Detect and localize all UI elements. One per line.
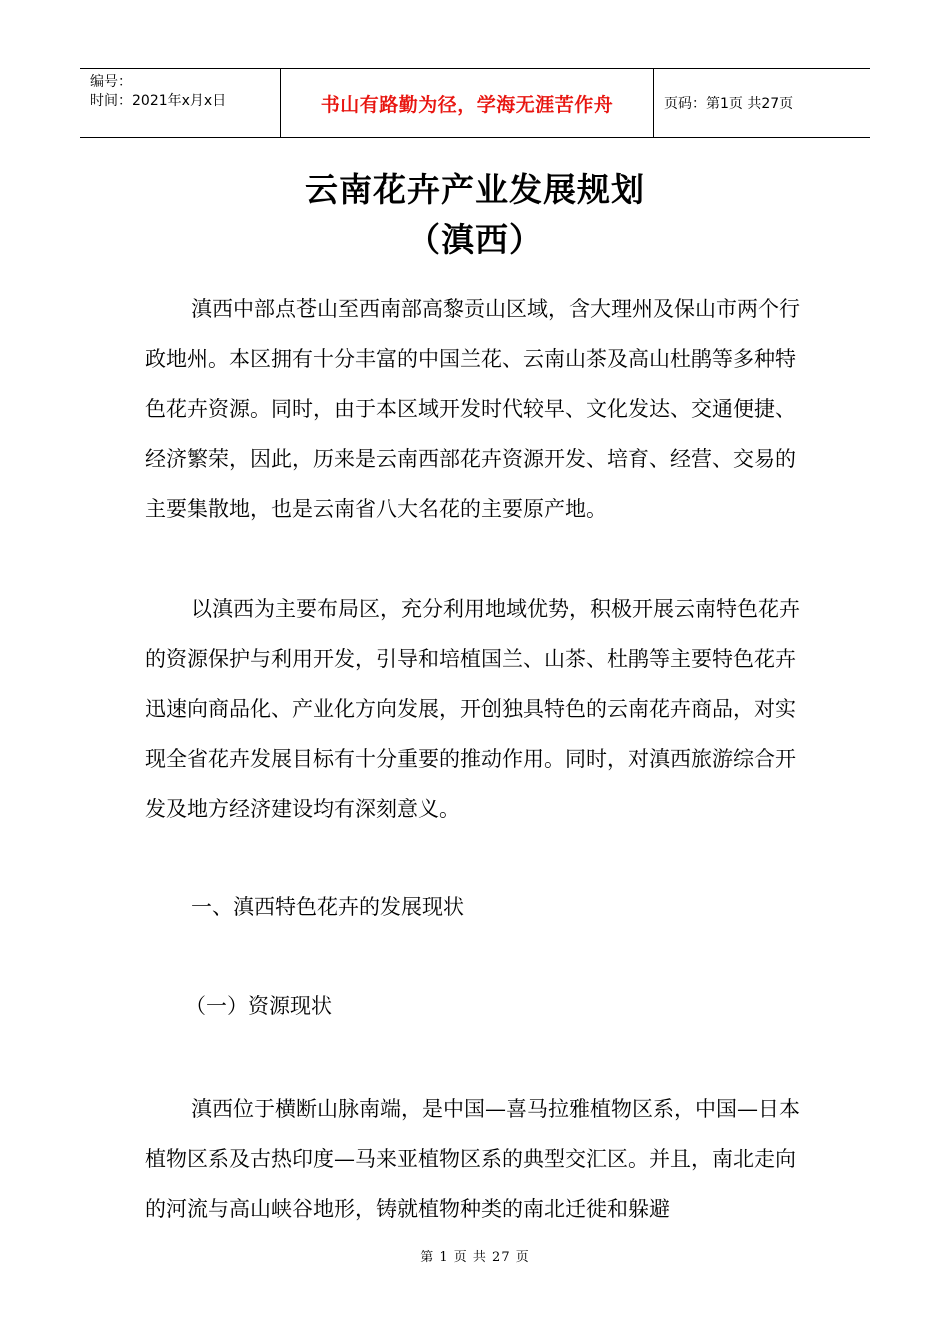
header-motto-cell — [281, 69, 654, 137]
document-title: 云南花卉产业发展规划 — [305, 170, 645, 209]
section-heading-2: （一）资源现状 — [185, 994, 332, 1018]
paragraph-3: 滇西位于横断山脉南端，是中国—喜马拉雅植物区系，中国—日本植物区系及古热印度—马来亚植物区系的典型交汇区。并且，南北走向的河流与高山峡谷地形，铸就植物种类的南北迁徙和躲避 — [145, 1097, 800, 1221]
document-subtitle: （滇西） — [407, 220, 543, 259]
page-info: 页码：第1页 共27页 — [664, 96, 794, 112]
header-meta-cell — [80, 69, 281, 137]
header-page-cell — [654, 69, 870, 137]
serial-label: 编号： — [90, 74, 132, 90]
page-header — [80, 68, 870, 138]
motto-text: 书山有路勤为径，学海无涯苦作舟 — [320, 93, 614, 116]
time-label: 时间：2021年x月x日 — [90, 93, 227, 109]
section-heading-1: 一、滇西特色花卉的发展现状 — [191, 895, 464, 919]
page-footer: 第 1 页 共 27 页 — [420, 1250, 530, 1265]
paragraph-1: 滇西中部点苍山至西南部高黎贡山区域，含大理州及保山市两个行政地州。本区拥有十分丰富的中国兰花、云南山茶及高山杜鹃等多种特色花卉资源。同时，由于本区域开发时代较早、文化发达、交通便捷、经济繁荣，因此，历来是云南西部花卉资源开发、培育、经营、交易的主要集散地，也是云南省八大名花的主要原产地。 — [145, 297, 800, 521]
paragraph-2: 以滇西为主要布局区，充分利用地域优势，积极开展云南特色花卉的资源保护与利用开发，引导和培植国兰、山茶、杜鹃等主要特色花卉迅速向商品化、产业化方向发展，开创独具特色的云南花卉商品，对实现全省花卉发展目标有十分重要的推动作用。同时，对滇西旅游综合开发及地方经济建设均有深刻意义。 — [145, 597, 800, 821]
